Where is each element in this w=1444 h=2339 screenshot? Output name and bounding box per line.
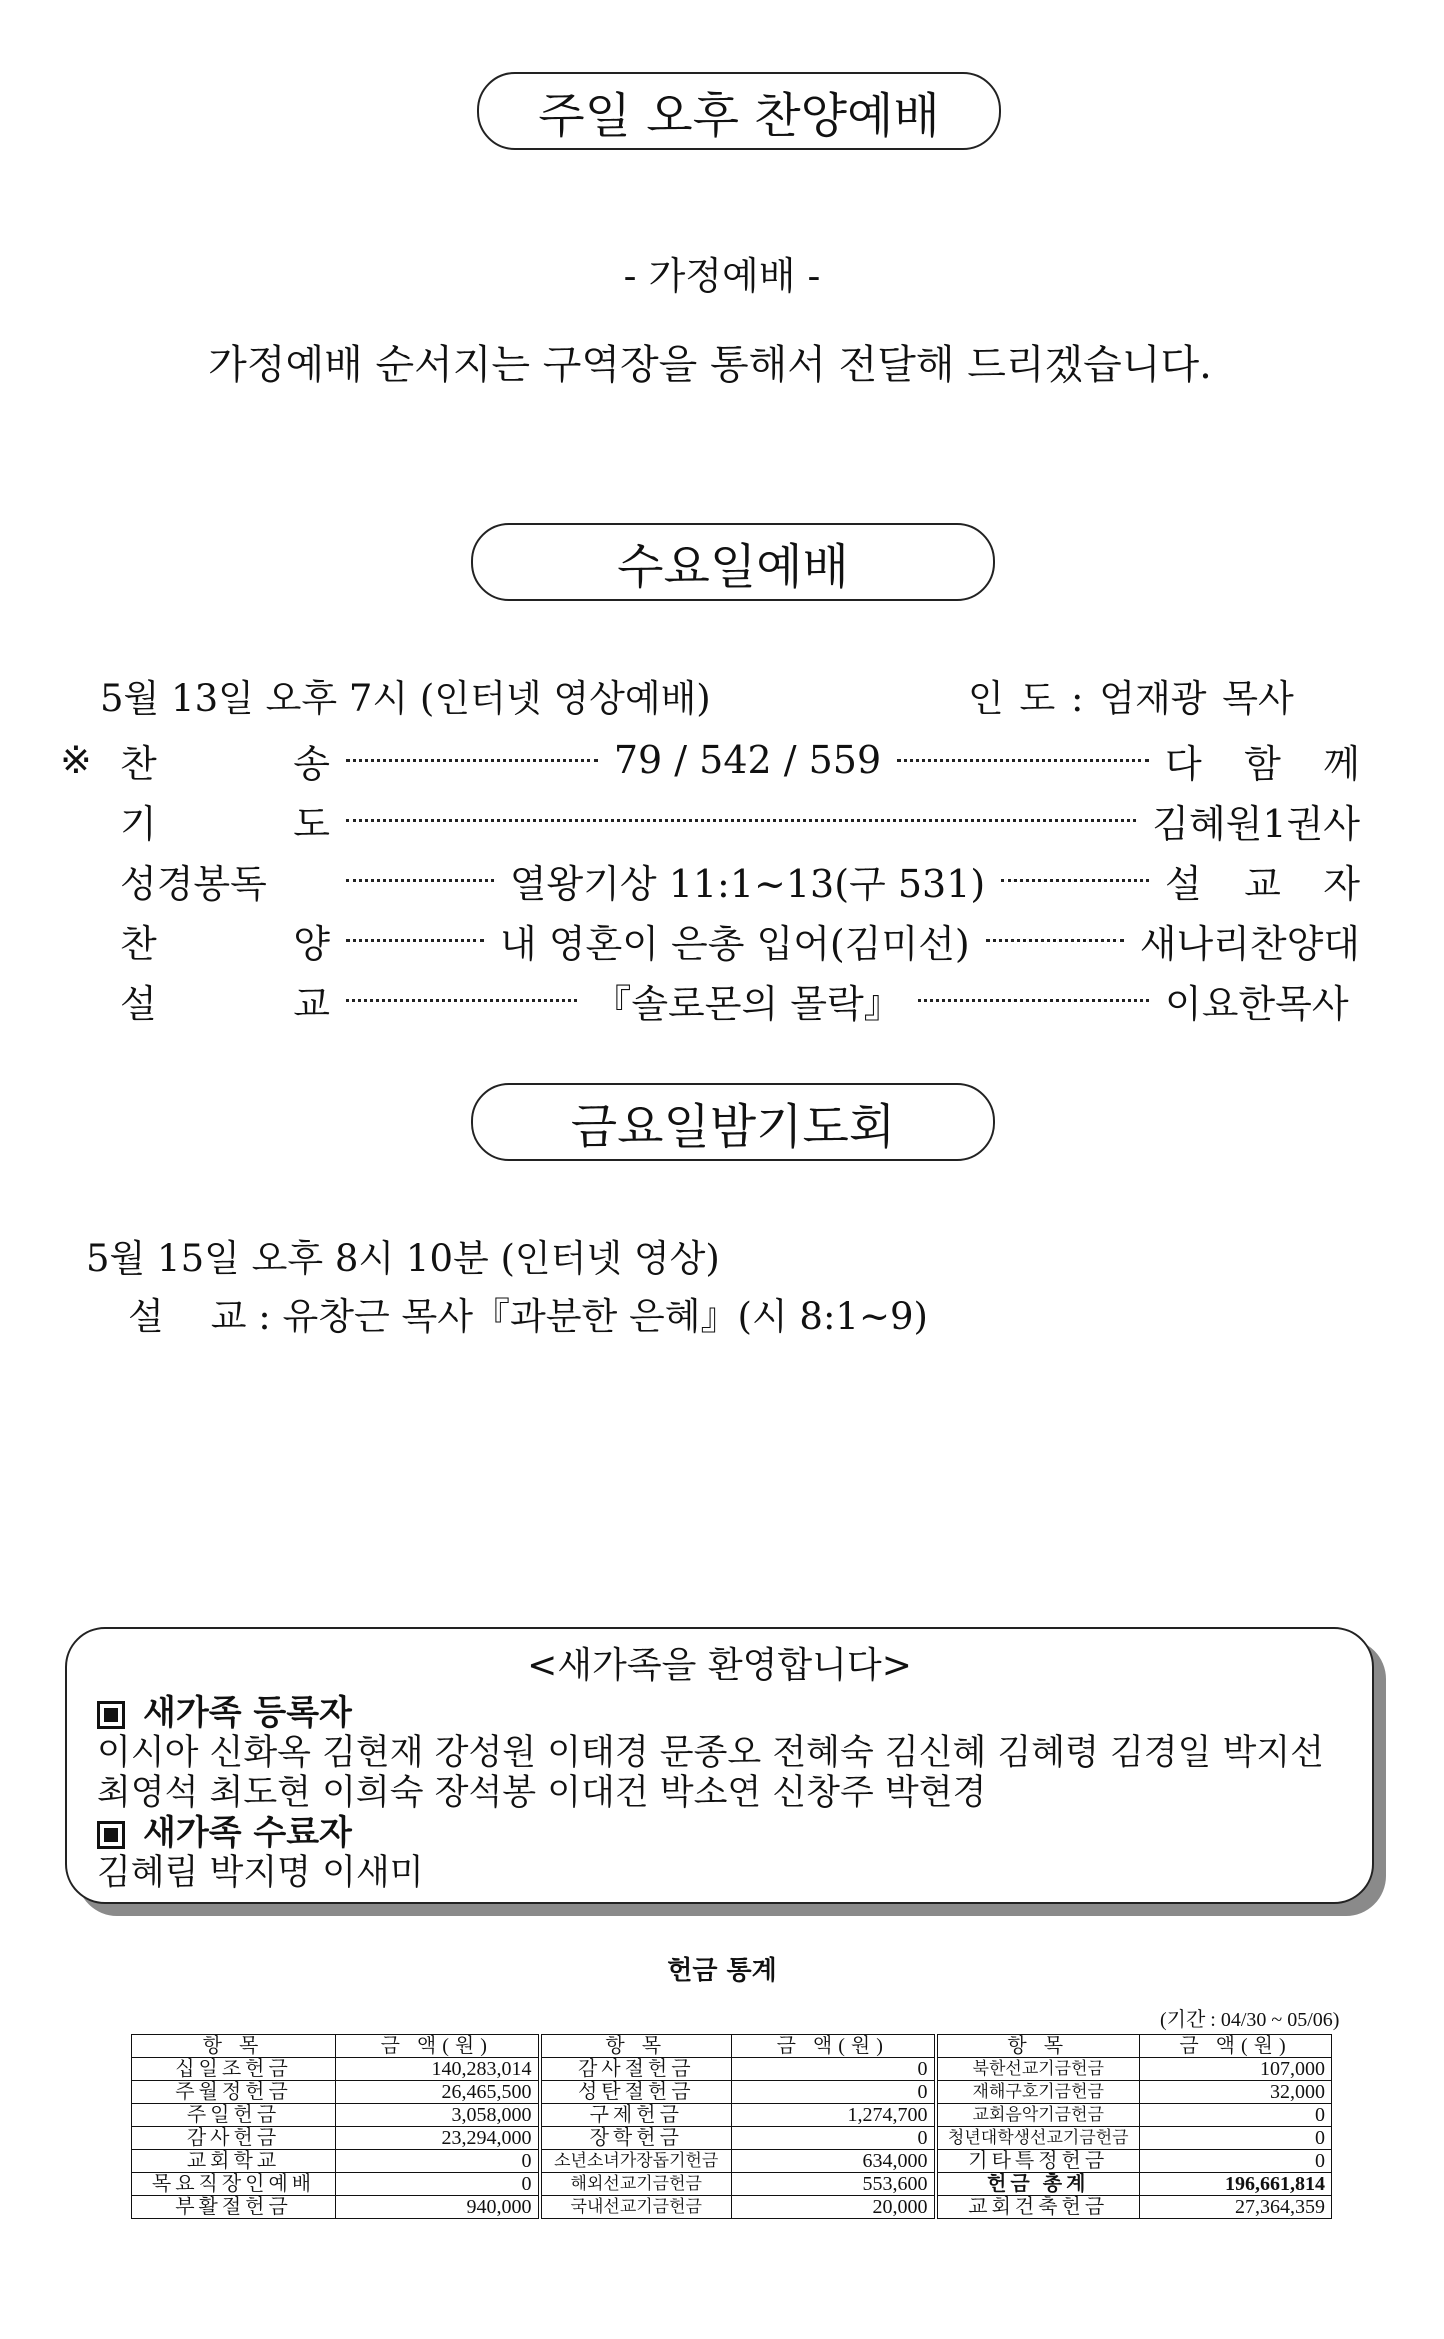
offering-amount: 0 bbox=[1140, 2127, 1332, 2150]
offering-amount: 0 bbox=[336, 2173, 540, 2196]
wednesday-leader: 인 도 : 엄재광 목사 bbox=[968, 677, 1294, 720]
offering-item-name: 주일헌금 bbox=[132, 2104, 336, 2127]
registered-heading: 새가족 등록자 bbox=[143, 1693, 352, 1733]
offering-item-name: 감사절헌금 bbox=[540, 2058, 732, 2081]
order-person: 설 교 자 bbox=[1165, 861, 1360, 906]
dot-leader bbox=[346, 759, 598, 762]
worship-order-row bbox=[60, 794, 1360, 846]
worship-order-row bbox=[60, 734, 1360, 786]
offering-amount: 20,000 bbox=[732, 2196, 936, 2219]
friday-datetime: 5월 15일 오후 8시 10분 (인터넷 영상) bbox=[86, 1237, 720, 1280]
offering-amount: 0 bbox=[1140, 2150, 1332, 2173]
offering-period: (기간 : 04/30 ~ 05/06) bbox=[1160, 2009, 1340, 2031]
offering-row bbox=[132, 2058, 1332, 2081]
offering-amount: 23,294,000 bbox=[336, 2127, 540, 2150]
offering-row bbox=[132, 2104, 1332, 2127]
order-content: 『솔로몬의 몰락』 bbox=[593, 981, 902, 1026]
completed-heading: 새가족 수료자 bbox=[143, 1813, 352, 1853]
offering-item-name: 청년대학생선교기금헌금 bbox=[936, 2127, 1140, 2150]
offering-amount: 27,364,359 bbox=[1140, 2196, 1332, 2219]
dot-leader bbox=[986, 939, 1124, 942]
offering-item-name: 소년소녀가장돕기헌금 bbox=[540, 2150, 732, 2173]
offering-header-row bbox=[132, 2035, 1332, 2058]
dot-leader bbox=[918, 999, 1149, 1002]
offering-amount: 140,283,014 bbox=[336, 2058, 540, 2081]
offering-row bbox=[132, 2150, 1332, 2173]
offering-row bbox=[132, 2127, 1332, 2150]
offering-amount: 0 bbox=[732, 2058, 936, 2081]
worship-order-row bbox=[60, 914, 1360, 966]
sunday-subtitle: - 가정예배 - bbox=[623, 254, 821, 298]
offering-row bbox=[132, 2081, 1332, 2104]
offering-row bbox=[132, 2173, 1332, 2196]
offering-item-name: 감사헌금 bbox=[132, 2127, 336, 2150]
offering-item-name: 북한선교기금헌금 bbox=[936, 2058, 1140, 2081]
offering-amount: 196,661,814 bbox=[1140, 2173, 1332, 2196]
offering-amount: 0 bbox=[732, 2081, 936, 2104]
offering-item-name: 장학헌금 bbox=[540, 2127, 732, 2150]
registered-names-2: 최영석 최도현 이희숙 장석봉 이대건 박소연 신창주 박현경 bbox=[97, 1773, 987, 1813]
order-label: 설 교 bbox=[120, 981, 330, 1026]
offering-item-name: 부활절헌금 bbox=[132, 2196, 336, 2219]
sunday-notice: 가정예배 순서지는 구역장을 통해서 전달해 드리겠습니다. bbox=[208, 342, 1212, 388]
wednesday-title-box bbox=[471, 523, 995, 601]
offering-amount: 634,000 bbox=[732, 2150, 936, 2173]
offering-item-name: 해외선교기금헌금 bbox=[540, 2173, 732, 2196]
offering-amount: 3,058,000 bbox=[336, 2104, 540, 2127]
offering-amount: 940,000 bbox=[336, 2196, 540, 2219]
offering-item-name: 기타특정헌금 bbox=[936, 2150, 1140, 2173]
new-family-title: <새가족을 환영합니다> bbox=[527, 1645, 912, 1686]
offering-amount: 0 bbox=[1140, 2104, 1332, 2127]
offering-item-name: 국내선교기금헌금 bbox=[540, 2196, 732, 2219]
order-person: 새나리찬양대 bbox=[1139, 921, 1360, 966]
col-header: 금 액(원) bbox=[336, 2035, 540, 2058]
offering-item-name: 교회학교 bbox=[132, 2150, 336, 2173]
offering-item-name: 구제헌금 bbox=[540, 2104, 732, 2127]
offering-row bbox=[132, 2196, 1332, 2219]
order-label: 기 도 bbox=[120, 801, 330, 846]
col-header: 금 액(원) bbox=[732, 2035, 936, 2058]
reference-mark: ※ bbox=[60, 738, 92, 782]
completed-names: 김혜림 박지명 이새미 bbox=[97, 1853, 424, 1893]
order-label: 찬 양 bbox=[120, 921, 330, 966]
order-content: 79 / 542 / 559 bbox=[613, 738, 882, 782]
offering-item-name: 헌금 총계 bbox=[936, 2173, 1140, 2196]
offering-title: 헌금 통계 bbox=[667, 1956, 777, 1986]
col-header: 금 액(원) bbox=[1140, 2035, 1332, 2058]
dot-leader bbox=[346, 879, 494, 882]
friday-sermon: 설 교 : 유창근 목사『과분한 은혜』(시 8:1~9) bbox=[128, 1295, 928, 1338]
col-header: 항 목 bbox=[540, 2035, 732, 2058]
order-label: 찬 송 bbox=[120, 741, 330, 786]
offering-amount: 107,000 bbox=[1140, 2058, 1332, 2081]
wednesday-title: 수요일예배 bbox=[617, 538, 849, 595]
new-family-box bbox=[65, 1627, 1374, 1904]
sunday-title: 주일 오후 찬양예배 bbox=[538, 87, 940, 144]
wednesday-datetime: 5월 13일 오후 7시 (인터넷 영상예배) bbox=[100, 677, 711, 720]
order-person: 김혜원1권사 bbox=[1152, 801, 1360, 846]
sunday-title-box bbox=[477, 72, 1001, 150]
offering-item-name: 십일조헌금 bbox=[132, 2058, 336, 2081]
dot-leader bbox=[346, 939, 484, 942]
offering-item-name: 주월정헌금 bbox=[132, 2081, 336, 2104]
order-person: 다 함 께 bbox=[1165, 741, 1360, 786]
offering-item-name: 교회음악기금헌금 bbox=[936, 2104, 1140, 2127]
order-content: 열왕기상 11:1~13(구 531) bbox=[509, 861, 986, 906]
offering-amount: 0 bbox=[732, 2127, 936, 2150]
col-header: 항 목 bbox=[936, 2035, 1140, 2058]
offering-item-name: 교회건축헌금 bbox=[936, 2196, 1140, 2219]
dot-leader bbox=[1001, 879, 1149, 882]
dot-leader bbox=[346, 999, 577, 1002]
dot-leader bbox=[897, 759, 1149, 762]
offering-table bbox=[131, 2034, 1332, 2219]
order-content: 내 영혼이 은총 입어(김미선) bbox=[500, 921, 970, 966]
offering-amount: 26,465,500 bbox=[336, 2081, 540, 2104]
offering-amount: 32,000 bbox=[1140, 2081, 1332, 2104]
offering-amount: 1,274,700 bbox=[732, 2104, 936, 2127]
offering-item-name: 성탄절헌금 bbox=[540, 2081, 732, 2104]
worship-order-row bbox=[60, 854, 1360, 906]
friday-title-box bbox=[471, 1083, 995, 1161]
offering-amount: 553,600 bbox=[732, 2173, 936, 2196]
offering-item-name: 목요직장인예배 bbox=[132, 2173, 336, 2196]
offering-amount: 0 bbox=[336, 2150, 540, 2173]
worship-order-row bbox=[60, 974, 1360, 1026]
friday-title: 금요일밤기도회 bbox=[570, 1098, 896, 1155]
order-label: 성경봉독 bbox=[120, 861, 267, 906]
dot-leader bbox=[346, 819, 1136, 822]
registered-names-1: 이시아 신화옥 김현재 강성원 이태경 문종오 전혜숙 김신혜 김혜령 김경일 박지선 bbox=[97, 1733, 1324, 1773]
col-header: 항 목 bbox=[132, 2035, 336, 2058]
offering-item-name: 재해구호기금헌금 bbox=[936, 2081, 1140, 2104]
order-person: 이요한목사 bbox=[1165, 981, 1349, 1026]
